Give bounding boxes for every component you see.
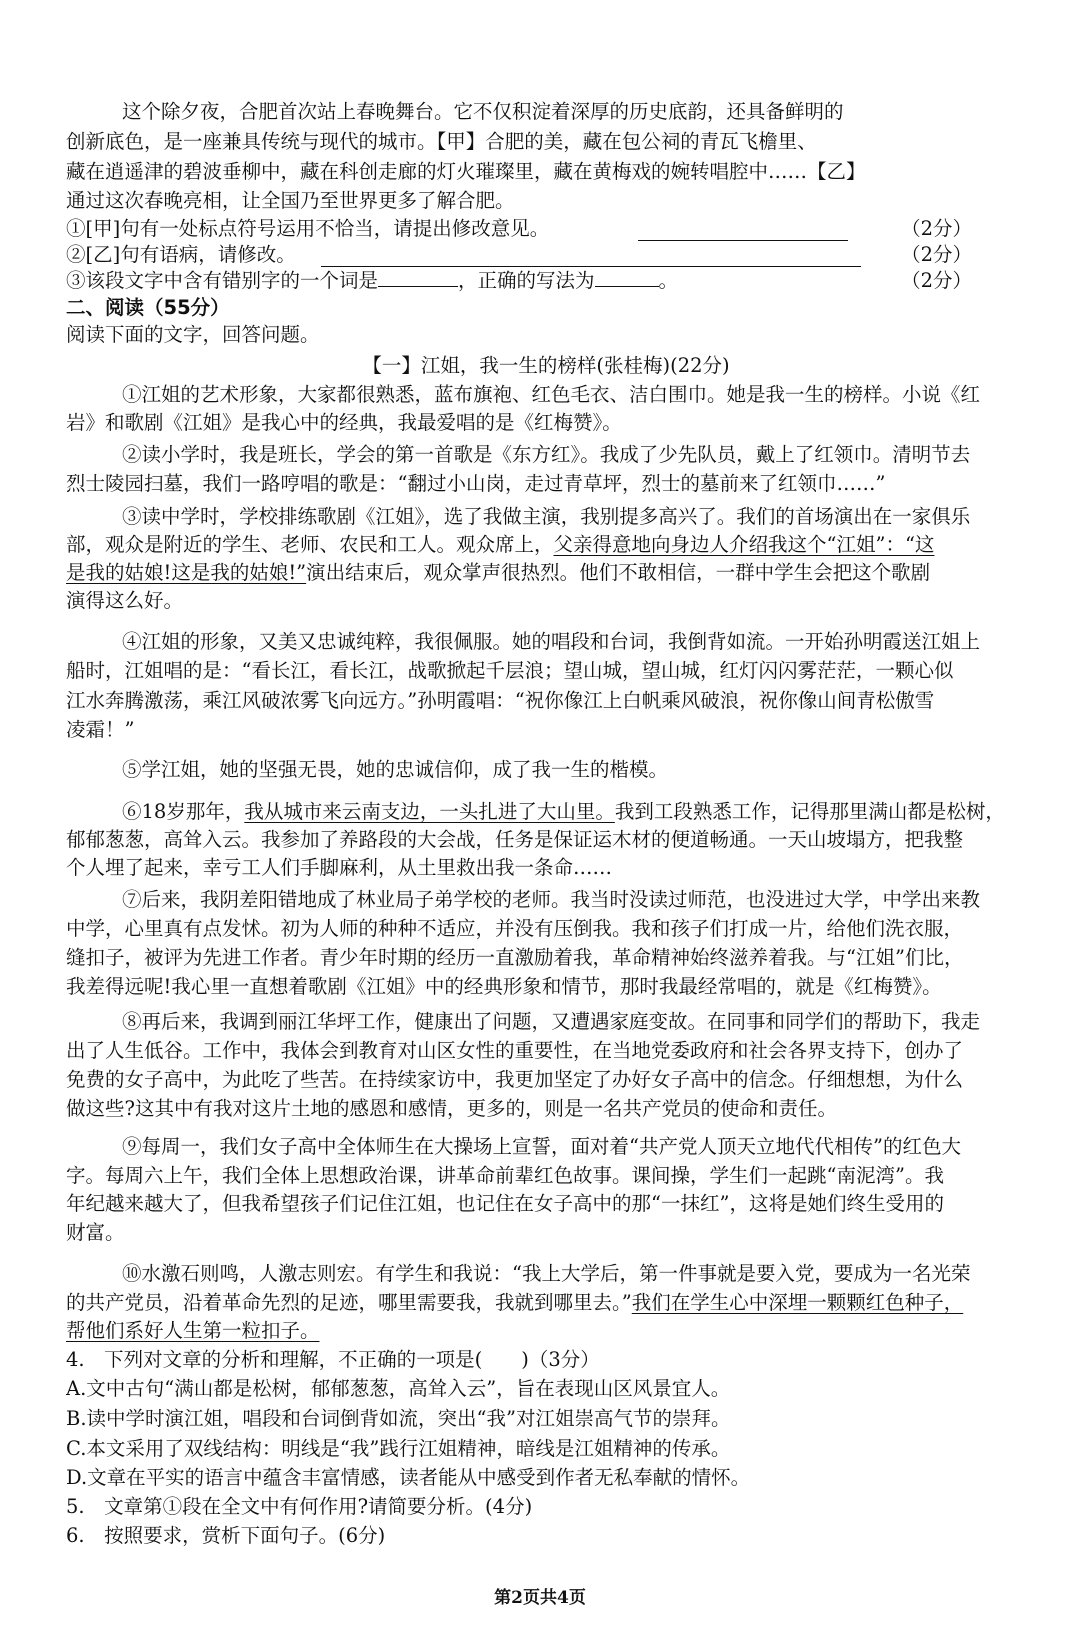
p6-line-3: 个人埋了起来，幸亏工人们手脚麻利，从土里救出我一条命…… xyxy=(66,856,613,879)
p9-line-2: 字。每周六上午，我们全体上思想政治课，讲革命前辈红色故事。课间操，学生们一起跳“南泥湾”。我 xyxy=(66,1164,944,1187)
p6-line-2: 郁郁葱葱，高耸入云。我参加了养路段的大会战，任务是保证运木材的便道畅通。一天山坡塌方，把我整 xyxy=(66,828,964,851)
p8-line-1: ⑧再后来，我调到丽江华坪工作，健康出了问题，又遭遇家庭变故。在同事和同学们的帮助下，我走 xyxy=(122,1010,981,1033)
intro-line-1: 这个除夕夜，合肥首次站上春晚舞台。它不仅积淀着深厚的历史底韵，还具备鲜明的 xyxy=(122,100,844,123)
q4-option-d[interactable]: D.文章在平实的语言中蕴含丰富情感，读者能从中感受到作者无私奉献的情怀。 xyxy=(66,1466,751,1489)
question-3-text-c: 。 xyxy=(658,269,679,292)
p10-underlined-sentence-1: 我们在学生心中深埋一颗颗红色种子， xyxy=(631,1291,964,1314)
p3-line-3-text: 演出结束后，观众掌声很热烈。他们不敢相信，一群中学生会把这个歌剧 xyxy=(306,561,931,584)
p7-line-1: ⑦后来，我阴差阳错地成了林业局子弟学校的老师。我当时没读过师范，也没进过大学，中学出来教 xyxy=(122,888,981,911)
p3-underlined-quote-1: 父亲得意地向身边人介绍我这个“江姐”：“这 xyxy=(553,533,935,556)
p3-line-1: ③读中学时，学校排练歌剧《江姐》，选了我做主演，我别提多高兴了。我们的首场演出在一家俱乐 xyxy=(122,505,971,528)
q4-option-a[interactable]: A.文中古句“满山都是松树，郁郁葱葱，高耸入云”，旨在表现山区风景宜人。 xyxy=(66,1377,731,1400)
question-6: 6. 按照要求，赏析下面句子。(6分) xyxy=(66,1524,386,1547)
p4-line-3: 江水奔腾激荡，乘江风破浓雾飞向远方。”孙明霞唱：“祝你像江上白帆乘风破浪，祝你像山间青松傲雪 xyxy=(66,689,935,712)
p10-line-2-text: 的共产党员，沿着革命先烈的足迹，哪里需要我，我就到哪里去。” xyxy=(66,1291,632,1314)
p1-line-2: 岩》和歌剧《江姐》是我心中的经典，我最爱唱的是《红梅赞》。 xyxy=(66,411,622,434)
p5-line-1: ⑤学江姐，她的坚强无畏，她的忠诚信仰，成了我一生的楷模。 xyxy=(122,758,669,781)
p2-line-1: ②读小学时，我是班长，学会的第一首歌是《东方红》。我成了少先队员，戴上了红领巾。清明节去 xyxy=(122,443,971,466)
p4-line-1: ④江姐的形象，又美又忠诚纯粹，我很佩服。她的唱段和台词，我倒背如流。一开始孙明霞送江姐上 xyxy=(122,630,981,653)
intro-line-4: 通过这次春晚亮相，让全国乃至世界更多了解合肥。 xyxy=(66,189,515,212)
article-title: 【一】江姐，我一生的榜样(张桂梅)(22分) xyxy=(362,354,730,377)
p7-line-3: 缝扣子，被评为先进工作者。青少年时期的经历一直激励着我，革命精神始终滋养着我。与“江姐”们比， xyxy=(66,946,964,969)
p8-line-3: 免费的女子高中，为此吃了些苦。在持续家访中，我更加坚定了办好女子高中的信念。仔细想想，为什么 xyxy=(66,1068,964,1091)
p10-underlined-sentence-2: 帮他们系好人生第一粒扣子。 xyxy=(66,1319,320,1342)
section-2-heading: 二、阅读（55分） xyxy=(66,296,230,319)
p10-line-2 xyxy=(66,1288,1026,1318)
question-1-score: （2分） xyxy=(901,217,972,240)
p7-line-4: 我差得远呢!我心里一直想着歌剧《江姐》中的经典形象和情节，那时我最经常唱的，就是《红梅赞》。 xyxy=(66,975,942,998)
q4-option-b[interactable]: B.读中学时演江姐，唱段和台词倒背如流，突出“我”对江姐崇高气节的崇拜。 xyxy=(66,1407,731,1430)
page-number-footer: 第2页共4页 xyxy=(494,1588,586,1608)
p1-line-1: ①江姐的艺术形象，大家都很熟悉，蓝布旗袍、红色毛衣、洁白围巾。她是我一生的榜样。小说《红 xyxy=(122,383,981,406)
p4-line-2: 船时，江姐唱的是：“看长江，看长江，战歌掀起千层浪；望山城，望山城，红灯闪闪雾茫茫，一颗心似 xyxy=(66,659,954,682)
p3-line-4: 演得这么好。 xyxy=(66,589,184,612)
p4-line-4: 凌霜！” xyxy=(66,718,135,741)
p8-line-2: 出了人生低谷。工作中，我体会到教育对山区女性的重要性，在当地党委政府和社会各界支持下，创办了 xyxy=(66,1039,964,1062)
q4-option-c[interactable]: C.本文采用了双线结构：明线是“我”践行江姐精神，暗线是江姐精神的传承。 xyxy=(66,1437,731,1460)
question-4: 4. 下列对文章的分析和理解，不正确的一项是( )（3分） xyxy=(66,1348,600,1371)
question-3-text-a: ③该段文字中含有错别字的一个词是 xyxy=(66,269,379,292)
question-3-text-b: ，正确的写法为 xyxy=(458,269,595,292)
intro-line-3: 藏在逍遥津的碧波垂柳中，藏在科创走廊的灯火璀璨里，藏在黄梅戏的婉转唱腔中……【乙】 xyxy=(66,160,866,183)
p10-line-1: ⑩水激石则鸣，人激志则宏。有学生和我说：“我上大学后，第一件事就是要入党，要成为一名光荣 xyxy=(122,1262,971,1285)
p3-line-2 xyxy=(66,530,1026,560)
answer-blank-3a[interactable] xyxy=(378,266,458,287)
p3-underlined-quote-2: 是我的姑娘!这是我的姑娘!” xyxy=(66,561,307,584)
p2-line-2: 烈士陵园扫墓，我们一路哼唱的歌是：“翻过小山岗，走过青草坪，烈士的墓前来了红领巾……” xyxy=(66,472,886,495)
p6-line-1-a: ⑥18岁那年， xyxy=(122,800,245,823)
answer-blank-2[interactable] xyxy=(321,246,861,267)
p7-line-2: 中学，心里真有点发怵。初为人师的种种不适应，并没有压倒我。我和孩子们打成一片，给他们洗衣服， xyxy=(66,917,964,940)
p9-line-3: 年纪越来越大了，但我希望孩子们记住江姐，也记住在女子高中的那“一抹红”，这将是她们终生受用的 xyxy=(66,1192,944,1215)
p3-line-3 xyxy=(66,558,1026,588)
question-2-text: ②[乙]句有语病，请修改。 xyxy=(66,243,296,266)
p3-line-2-text: 部，观众是附近的学生、老师、农民和工人。观众席上， xyxy=(66,533,554,556)
answer-blank-3b[interactable] xyxy=(595,266,659,287)
p6-underlined-sentence: 我从城市来云南支边，一头扎进了大山里。 xyxy=(244,800,615,823)
question-3-score: （2分） xyxy=(901,269,972,292)
question-5: 5. 文章第①段在全文中有何作用?请简要分析。(4分) xyxy=(66,1495,533,1518)
section-2-instruction: 阅读下面的文字，回答问题。 xyxy=(66,323,320,346)
p10-line-3 xyxy=(66,1316,1026,1346)
answer-blank-1[interactable] xyxy=(638,220,848,241)
p6-line-1-b: 我到工段熟悉工作，记得那里满山都是松树， xyxy=(614,800,1005,823)
intro-line-2: 创新底色，是一座兼具传统与现代的城市。【甲】合肥的美，藏在包公祠的青瓦飞檐里、 xyxy=(66,130,817,153)
p9-line-4: 财富。 xyxy=(66,1221,125,1244)
p8-line-4: 做这些?这其中有我对这片土地的感恩和感情，更多的，则是一名共产党员的使命和责任。 xyxy=(66,1097,837,1120)
p9-line-1: ⑨每周一，我们女子高中全体师生在大操场上宣誓，面对着“共产党人顶天立地代代相传”的红色大 xyxy=(122,1135,961,1158)
question-3 xyxy=(66,266,1026,296)
p6-line-1 xyxy=(122,797,1026,827)
question-2-score: （2分） xyxy=(901,243,972,266)
question-1-text: ①[甲]句有一处标点符号运用不恰当，请提出修改意见。 xyxy=(66,217,550,240)
